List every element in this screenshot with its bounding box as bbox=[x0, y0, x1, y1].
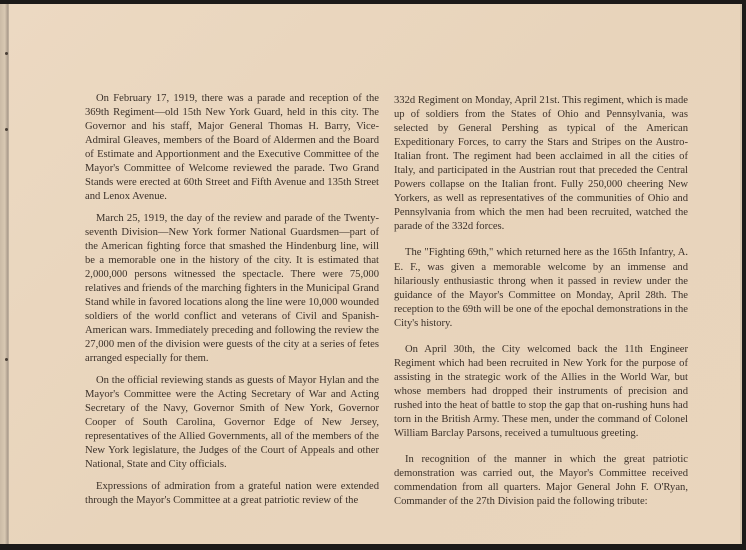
left-column bbox=[85, 92, 379, 508]
paragraph-expressions-of-admiration: Expressions of admiration from a grateful nation were extended through the Mayor's Committee at a great patriotic review of the bbox=[85, 480, 379, 506]
paragraph-332d-regiment: 332d Regiment on Monday, April 21st. This regiment, which is made up of soldiers from the States of Ohio and Pennsylvania, was selected by General Pershing as typical of the American Expeditionary Forces, to carry the Stars and Stripes on the Austro-Italian front. The regiment had been acclaimed in all the cities of Italy, and participated in the Austrian rout that preceded the Central Powers collapse on the Italian front. Fully 250,000 cheering New Yorkers, as well as representatives of the communities of Ohio and Pennsylvania from which the men had been recruited, watched the parade of the 332d forces. bbox=[394, 95, 688, 233]
right-column bbox=[394, 94, 688, 509]
paragraph-fighting-69th: The "Fighting 69th," which returned here as the 165th Infantry, A. E. F., was given a memorable welcome by an immense and hilariously enthusiastic throng when it passed in review under the guidance of the Mayor's Committee on Monday, April 28th. The reception to the 69th will be one of the epochal demonstrations in the City's history. bbox=[394, 247, 688, 329]
paragraph-369th-regiment: On February 17, 1919, there was a parade and reception of the 369th Regiment—old 15th New York Guard, held in this city. The Governor and his staff, Major General Thomas H. Barry, Vice-Admiral Gleaves, members of the Board of Aldermen and the Board of Estimate and Apportionment and the Executive Committee of the Mayor's Committee of Welcome reviewed the parade. Two Grand Stands were erected at 60th Street and Fifth Avenue and 135th Street and Lenox Avenue. bbox=[85, 93, 379, 203]
paragraph-11th-engineer: On April 30th, the City welcomed back the 11th Engineer Regiment which had been recruited in New York for the purpose of assisting in the strategic work of the Allies in the World War, but whose members had dropped their instruments of precision and rushed into the heat of battle to stop the gap that on-rushing huns had torn in the British Army. These men, under the command of Colonel William Barclay Parsons, received a tumultuous greeting. bbox=[394, 343, 688, 440]
paragraph-recognition: In recognition of the manner in which the great patriotic demonstration was carried out, the Mayor's Committee received commendation from all quarters. Major General John F. O'Ryan, Commander of the 27th Division paid the following tribute: bbox=[394, 454, 688, 508]
paragraph-reviewing-stands: On the official reviewing stands as guests of Mayor Hylan and the Mayor's Committee were the Acting Secretary of War and Acting Secretary of the Navy, Governor Smith of New York, Governor Cooper of South Carolina, Governor Edge of New Jersey, representatives of the Allied Governments, all of the members of the New York legislature, the Judges of the Court of Appeals and other National, State and City officials. bbox=[85, 374, 379, 471]
paragraph-27th-division: March 25, 1919, the day of the review and parade of the Twenty-seventh Division—New York former National Guardsmen—part of the American fighting force that smashed the Hindenburg line, will be a memorable one in the history of the city. It is estimated that 2,000,000 persons witnessed the spectacle. There were 75,000 relatives and friends of the marching fighters in the Municipal Grand Stand while in favored locations along the line were 10,000 wounded soldiers of the world conflict and veterans of Civil and Spanish-American wars. Immediately preceding and following the review the 27,000 men of the division were guests of the city at a series of fetes arranged especially for them. bbox=[85, 212, 379, 365]
binding-edge bbox=[0, 4, 8, 544]
page-right-edge bbox=[740, 4, 742, 544]
